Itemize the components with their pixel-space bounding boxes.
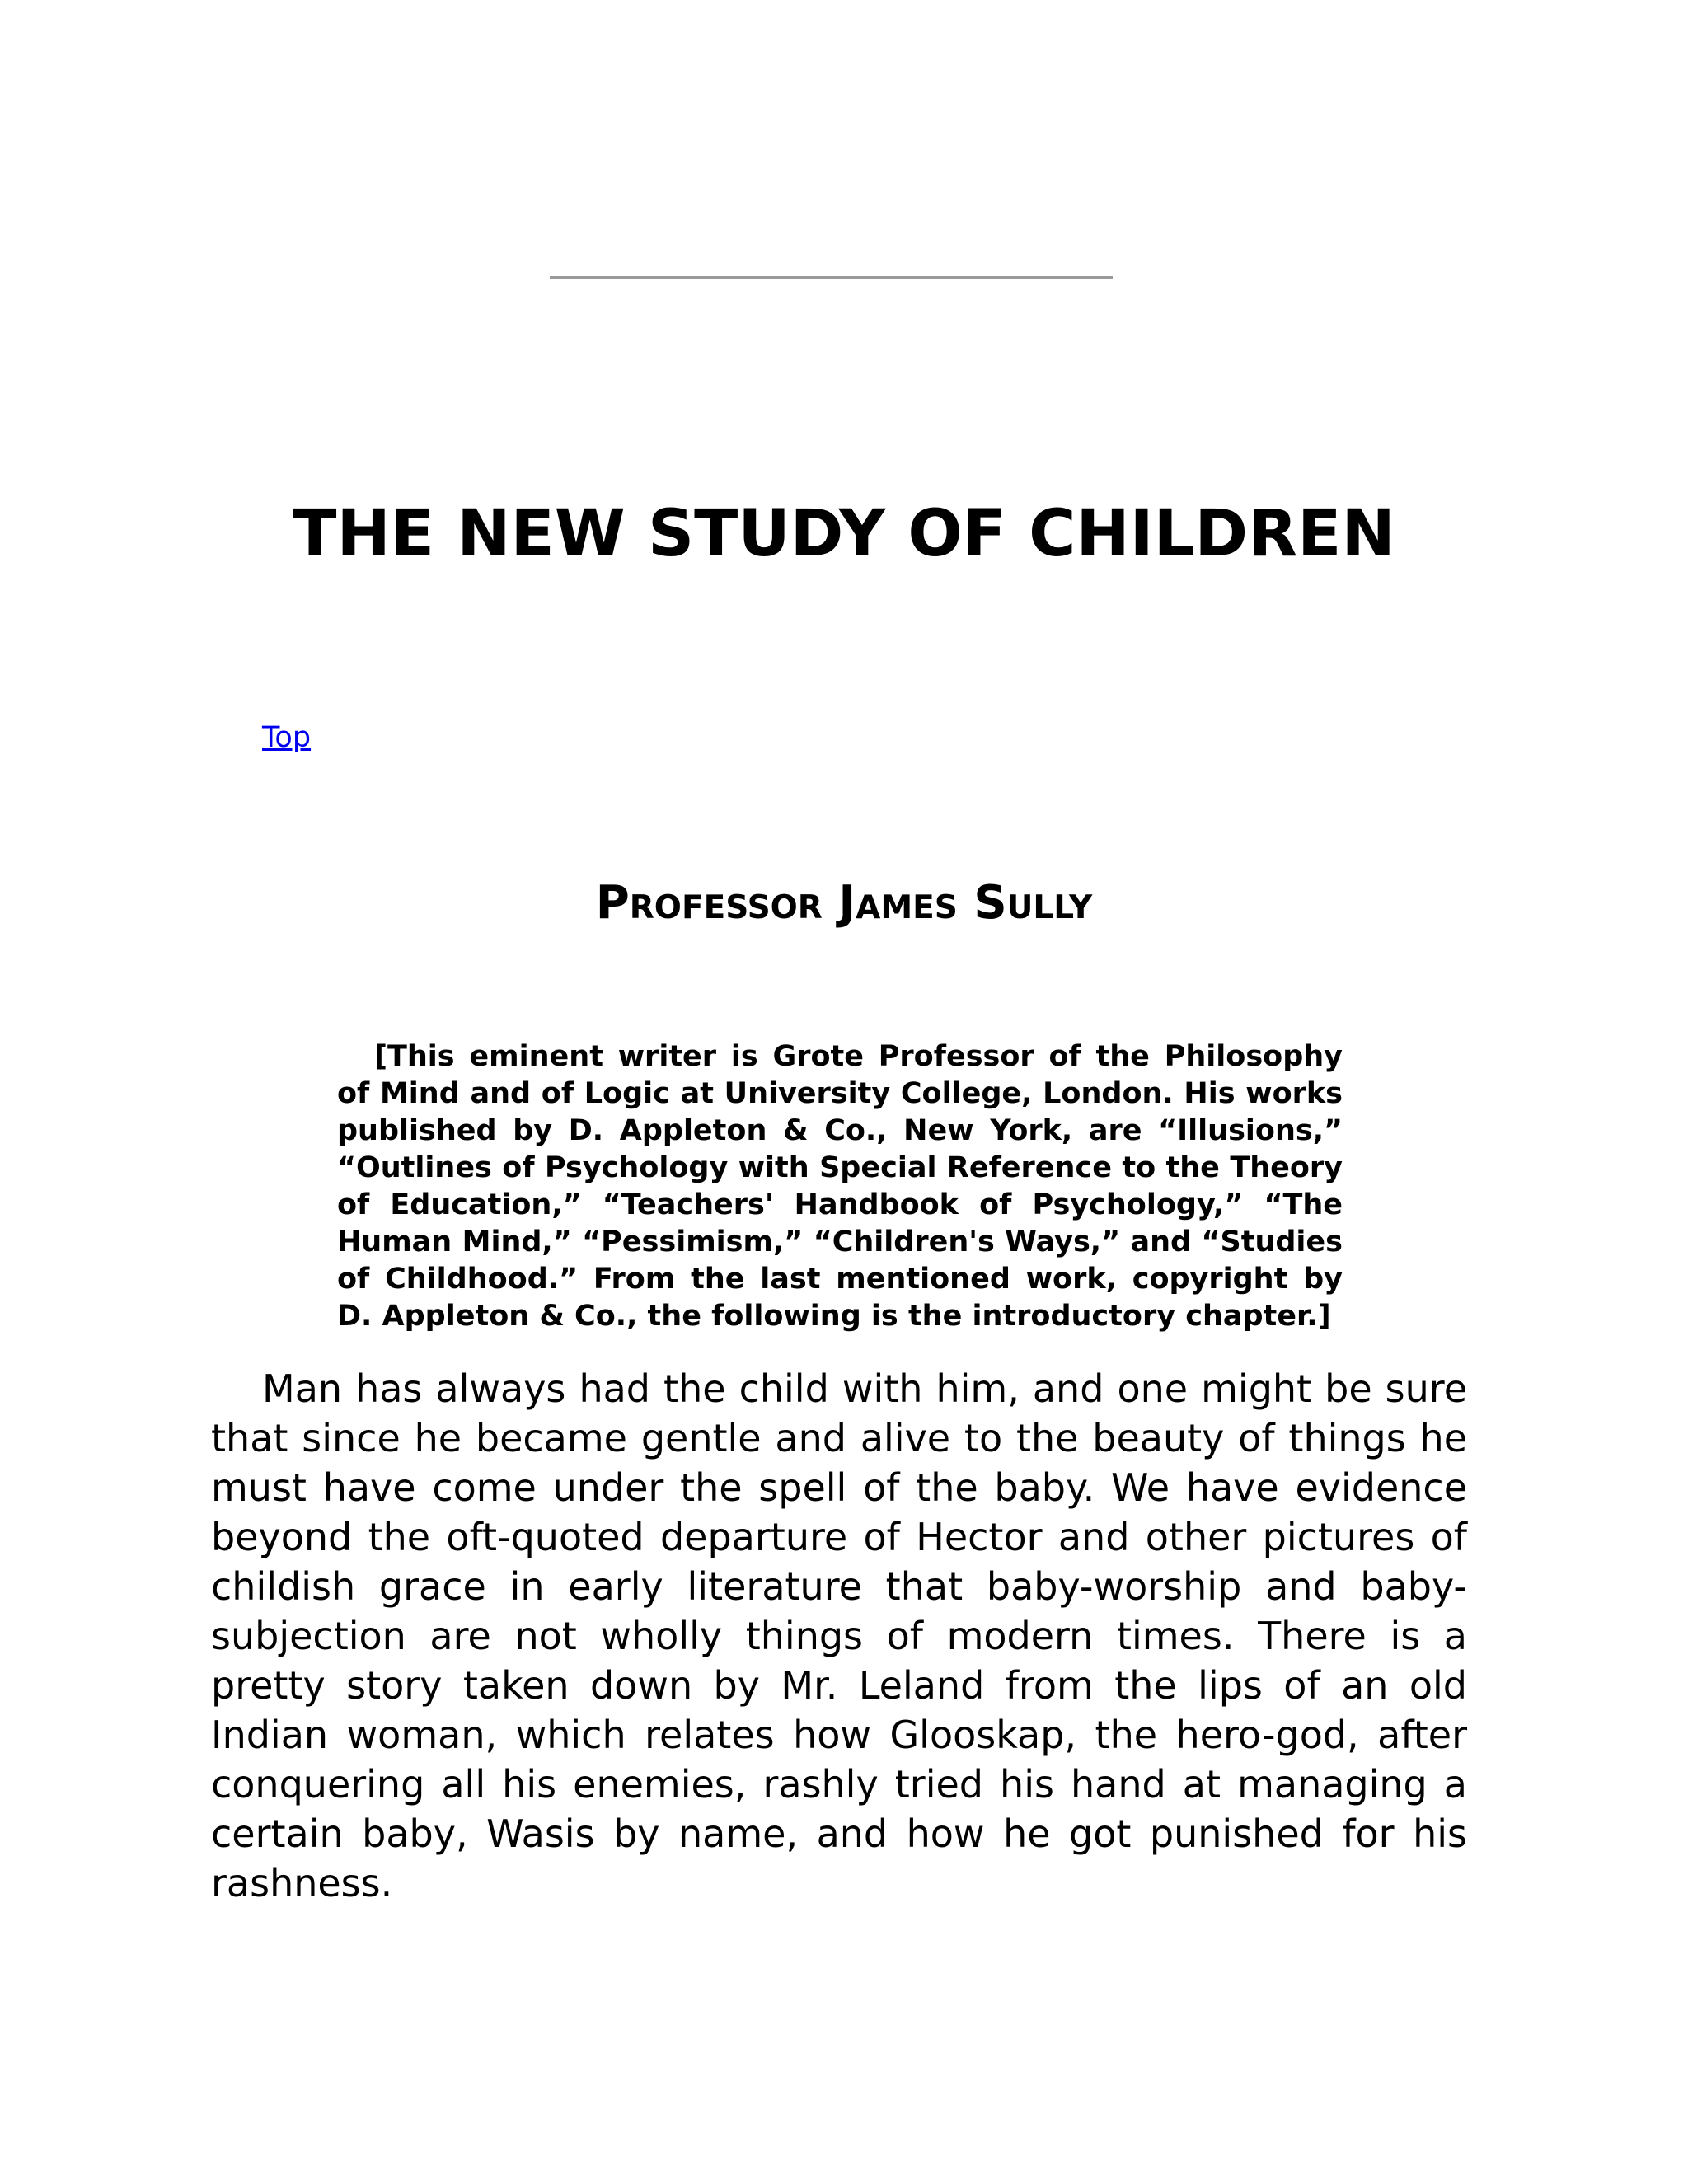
intro-note: [This eminent writer is Grote Professor of the Philosophy of Mind and of Logic at University College, London. His works published by D. Appleton & Co., New York, are “Illusions,” “Outlines of Psychology with Special Reference to the Theory of Education,” “Teachers' Handbook of Psychology,” “The Human Mind,” “Pessimism,” “Children's Ways,” and “Studies of Childhood.” From the last mentioned work, copyright by D. Appleton & Co., the following is the introductory chapter.] — [337, 1040, 1343, 1333]
page-title: THE NEW STUDY OF CHILDREN — [293, 497, 1395, 571]
body-paragraph: Man has always had the child with him, and one might be sure that since he became gentle and alive to the beauty of things he must have come under the spell of the baby. We have evidence beyond the oft-quoted departure of Hector and other pictures of childish grace in early literature that baby-worship and baby-subjection are not wholly things of modern times. There is a pretty story taken down by Mr. Leland from the lips of an old Indian woman, which relates how Glooskap, the hero-god, after conquering all his enemies, rashly tried his hand at managing a certain baby, Wasis by name, and how he got punished for his rashness. — [211, 1366, 1467, 1905]
horizontal-divider — [550, 276, 1113, 279]
top-link[interactable]: Top — [262, 721, 312, 754]
author-byline: Professor James Sully — [595, 876, 1093, 930]
